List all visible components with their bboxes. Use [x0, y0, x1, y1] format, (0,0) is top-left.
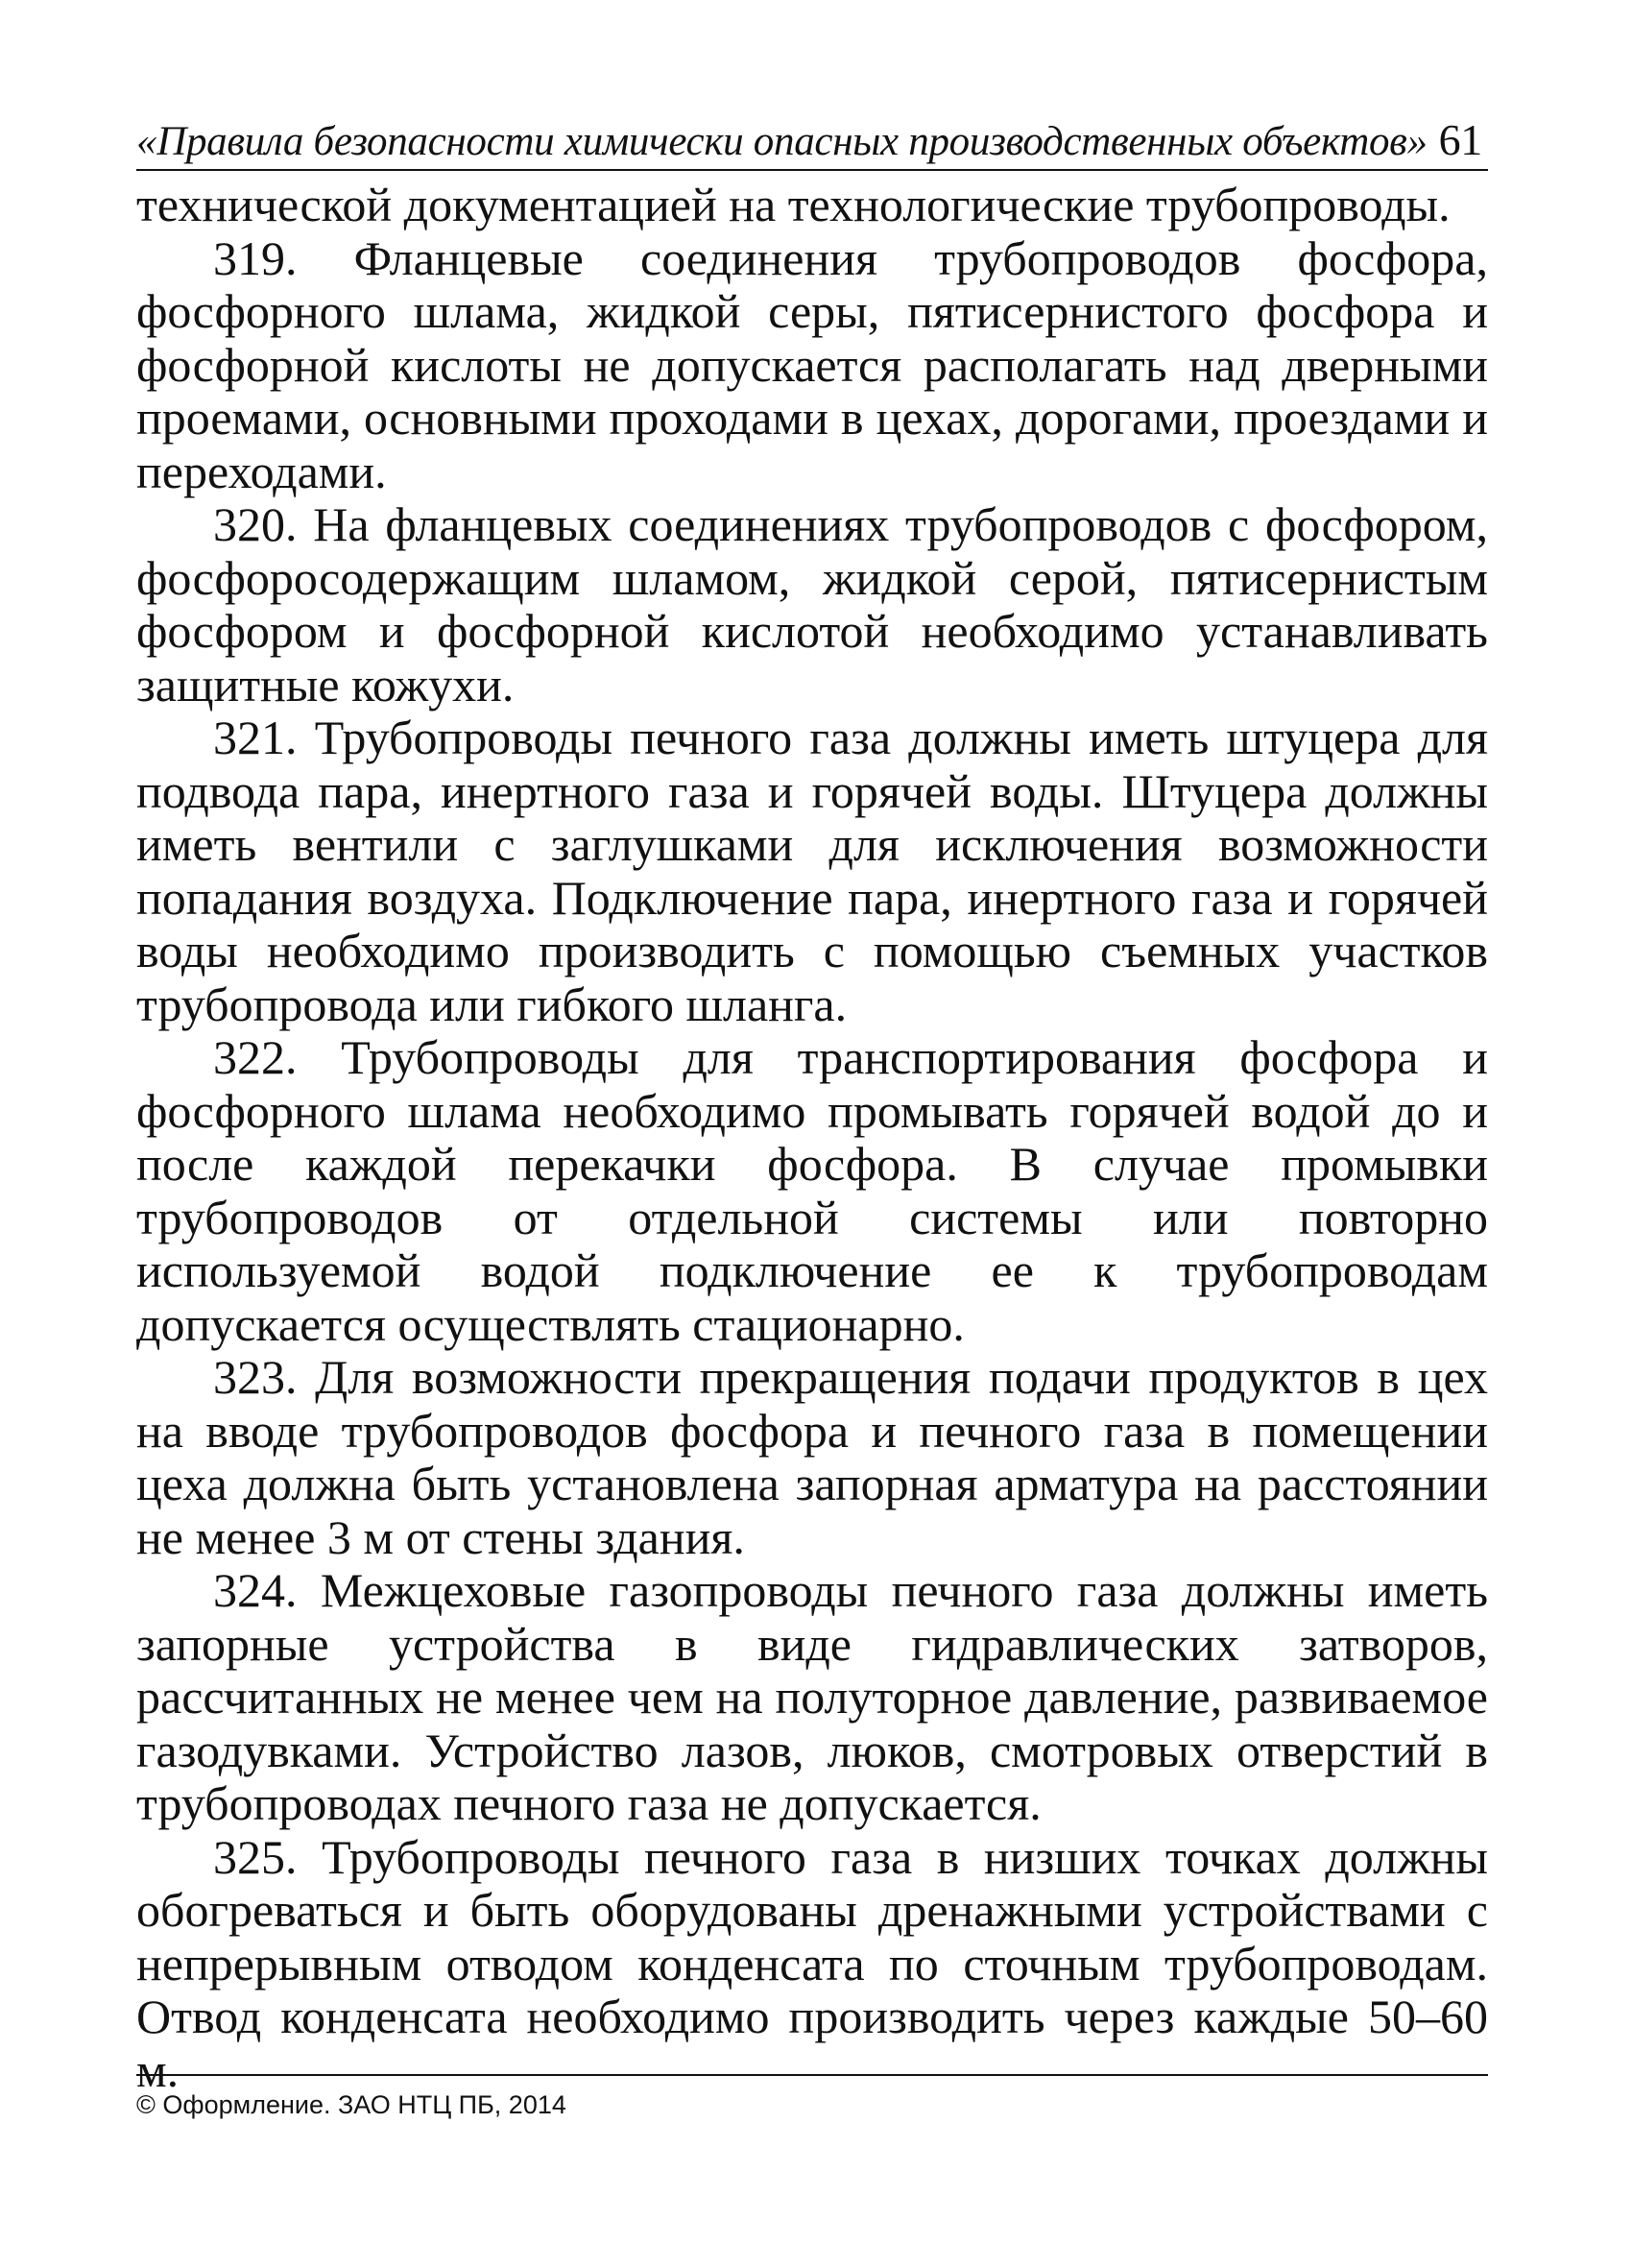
document-page [136, 115, 1488, 2097]
header-title: «Правила безопасности химически опасных производственных объектов» [136, 119, 1428, 164]
body-text [136, 179, 1488, 2097]
running-header [136, 115, 1488, 171]
paragraph-319: 319. Фланцевые соединения трубопроводов фосфора, фосфорного шлама, жидкой серы, пятисернистого фосфора и фосфорной кислоты не допускается располагать над дверными проемами, основными проходами в цехах, дорогами, проездами и переходами. [136, 230, 1488, 498]
page-footer [136, 2074, 1488, 2120]
page-number: 61 [1438, 115, 1482, 164]
paragraph-324: 324. Межцеховые газопроводы печного газа должны иметь запорные устройства в виде гидравлических затворов, рассчитанных не менее чем на полуторное давление, развиваемое газодувками. Устройство лазов, люков, смотровых отверстий в трубопроводах печного газа не допускается. [136, 1563, 1488, 1830]
paragraph-322: 322. Трубопроводы для транспортирования фосфора и фосфорного шлама необходимо промывать горячей водой до и после каждой перекачки фосфора. В случае промывки трубопроводов от отдельной системы или повторно используемой водой подключение ее к трубопроводам допускается осуществлять стационарно. [136, 1030, 1488, 1351]
paragraph-321: 321. Трубопроводы печного газа должны иметь штуцера для подвода пара, инертного газа и горячей воды. Штуцера должны иметь вентили с заглушками для исключения возможности попадания воздуха. Подключение пара, инертного газа и горячей воды необходимо производить с помощью съемных участков трубопровода или гибкого шланга. [136, 711, 1488, 1031]
paragraph-325: 325. Трубопроводы печного газа в низших точках должны обогреваться и быть оборудованы дренажными устройствами с непрерывным отводом конденсата по сточным трубопроводам. Отвод конденсата необходимо производить через каждые 50–60 м. [136, 1829, 1488, 2097]
copyright-notice: © Оформление. ЗАО НТЦ ПБ, 2014 [136, 2090, 566, 2119]
paragraph-continuation: технической документацией на технологические трубопроводы. [136, 178, 1451, 231]
paragraph-323: 323. Для возможности прекращения подачи продуктов в цех на вводе трубопроводов фосфора и печного газа в помещении цеха должна быть установлена запорная арматура на расстоянии не менее 3 м от стены здания. [136, 1350, 1488, 1564]
paragraph-320: 320. На фланцевых соединениях трубопроводов с фосфором, фосфоросодержащим шламом, жидкой серой, пятисернистым фосфором и фосфорной кислотой необходимо устанавливать защитные кожухи. [136, 497, 1488, 712]
